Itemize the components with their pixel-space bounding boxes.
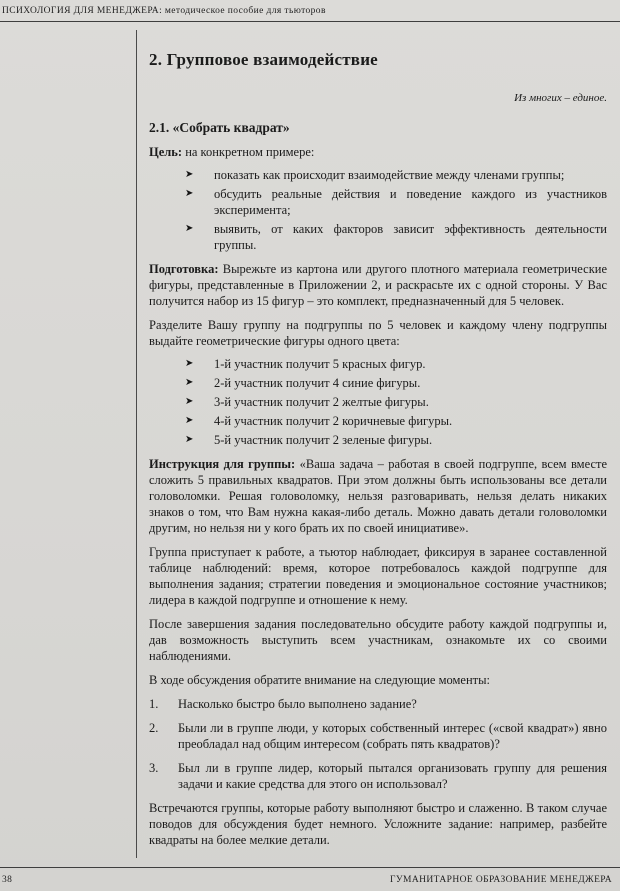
paragraph-closing: Встречаются группы, которые работу выполняют быстро и слаженно. В таком случае поводов для обсуждения будет немного. Усложните задание: например, разбейте квадраты на более мелкие детали.	[149, 801, 607, 847]
numbered-item	[149, 760, 607, 792]
running-header: ПСИХОЛОГИЯ ДЛЯ МЕНЕДЖЕРА: методическое пособие для тьюторов	[2, 6, 326, 16]
paragraph-preparation	[149, 261, 607, 309]
arrow-bullet-icon: ➤	[185, 188, 194, 199]
discussion-numbered-list	[149, 696, 607, 792]
item-text: Были ли в группе люди, у которых собственный интерес («свой квадрат») явно преобладал над общим интересом (собрать пять квадратов)?	[178, 721, 607, 751]
bullet-item	[185, 432, 607, 448]
bullet-item	[185, 375, 607, 391]
bullet-item	[185, 394, 607, 410]
bullet-text: 3-й участник получит 2 желтые фигуры.	[214, 395, 429, 409]
numbered-item	[149, 696, 607, 712]
bullet-item	[185, 413, 607, 429]
instruction-lead: Инструкция для группы:	[149, 457, 296, 471]
arrow-bullet-icon: ➤	[185, 396, 194, 407]
preparation-text: Вырежьте из картона или другого плотного материала геометрические фигуры, представленные в Приложении 2, и раскрасьте их с одной стороны. У Вас получится набор из 15 фигур – это комплект, предназначенный для 5 человек.	[149, 262, 608, 308]
bullet-text: обсудить реальные действия и поведение каждого из участников эксперимента;	[214, 187, 607, 217]
bullet-text: 1-й участник получит 5 красных фигур.	[214, 357, 426, 371]
bullet-item	[185, 186, 607, 218]
item-number: 3.	[149, 761, 159, 775]
instruction-text: «Ваша задача – работая в своей подгруппе, всем вместе сложить 5 правильных квадратов. При этом должны быть использованы все детали головоломки. Решая головоломку, нельзя разговаривать, нельзя делать никаких знаков о том, что Вам нужна какая-либо деталь. Можно давать детали головоломки другим, но нельзя ни у кого брать их по своей инициативе».	[149, 457, 608, 535]
bullet-text: 4-й участник получит 2 коричневые фигуры.	[214, 414, 453, 428]
paragraph-debrief: После завершения задания последовательно обсудите работу каждой подгруппы и, дав возможность выступить всем участникам, ознакомьте их со своими наблюдениями.	[149, 617, 607, 663]
arrow-bullet-icon: ➤	[185, 434, 194, 445]
paragraph-instruction	[149, 456, 607, 536]
arrow-bullet-icon: ➤	[185, 377, 194, 388]
section-title: 2.1. «Собрать квадрат»	[149, 120, 290, 135]
bullet-item	[185, 167, 607, 183]
page-footer	[0, 875, 620, 885]
bullet-text: выявить, от каких факторов зависит эффективность деятельности группы.	[214, 222, 607, 252]
arrow-bullet-icon: ➤	[185, 415, 194, 426]
left-margin-rule	[136, 30, 137, 858]
page-number: 38	[2, 875, 13, 885]
paragraph-discussion-intro: В ходе обсуждения обратите внимание на следующие моменты:	[149, 673, 490, 687]
item-number: 2.	[149, 721, 159, 735]
bullet-text: показать как происходит взаимодействие между членами группы;	[214, 168, 565, 182]
goal-bullet-list	[185, 167, 607, 253]
paragraph-goal	[149, 144, 607, 160]
arrow-bullet-icon: ➤	[185, 223, 194, 234]
chapter-title: 2. Групповое взаимодействие	[149, 50, 378, 69]
bullet-text: 2-й участник получит 4 синие фигуры.	[214, 376, 421, 390]
bullet-item	[185, 221, 607, 253]
goal-text: на конкретном примере:	[185, 145, 315, 159]
paragraph-observation: Группа приступает к работе, а тьютор наблюдает, фиксируя в заранее составленной таблице наблюдений: время, которое потребовалось каждой подгруппе для выполнения задания; стратегии поведения и эмоциональное состояние участников; лидера в каждой подгруппе и отношение к нему.	[149, 545, 607, 607]
distribution-bullet-list	[185, 356, 607, 448]
preparation-lead: Подготовка:	[149, 262, 219, 276]
bullet-item	[185, 356, 607, 372]
footer-divider	[0, 867, 620, 868]
numbered-item	[149, 720, 607, 752]
item-number: 1.	[149, 697, 159, 711]
goal-lead: Цель:	[149, 145, 183, 159]
item-text: Насколько быстро было выполнено задание?	[178, 697, 417, 711]
arrow-bullet-icon: ➤	[185, 358, 194, 369]
header-divider	[0, 21, 620, 22]
item-text: Был ли в группе лидер, который пытался организовать группу для решения задачи и какие средства для этого он использовал?	[178, 761, 607, 791]
bullet-text: 5-й участник получит 2 зеленые фигуры.	[214, 433, 433, 447]
epigraph: Из многих – единое.	[514, 92, 607, 104]
arrow-bullet-icon: ➤	[185, 169, 194, 180]
page-content	[149, 36, 607, 848]
paragraph-distribution-intro: Разделите Вашу группу на подгруппы по 5 человек и каждому члену подгруппы выдайте геометрические фигуры одного цвета:	[149, 318, 607, 348]
running-footer: ГУМАНИТАРНОЕ ОБРАЗОВАНИЕ МЕНЕДЖЕРА	[390, 875, 612, 885]
